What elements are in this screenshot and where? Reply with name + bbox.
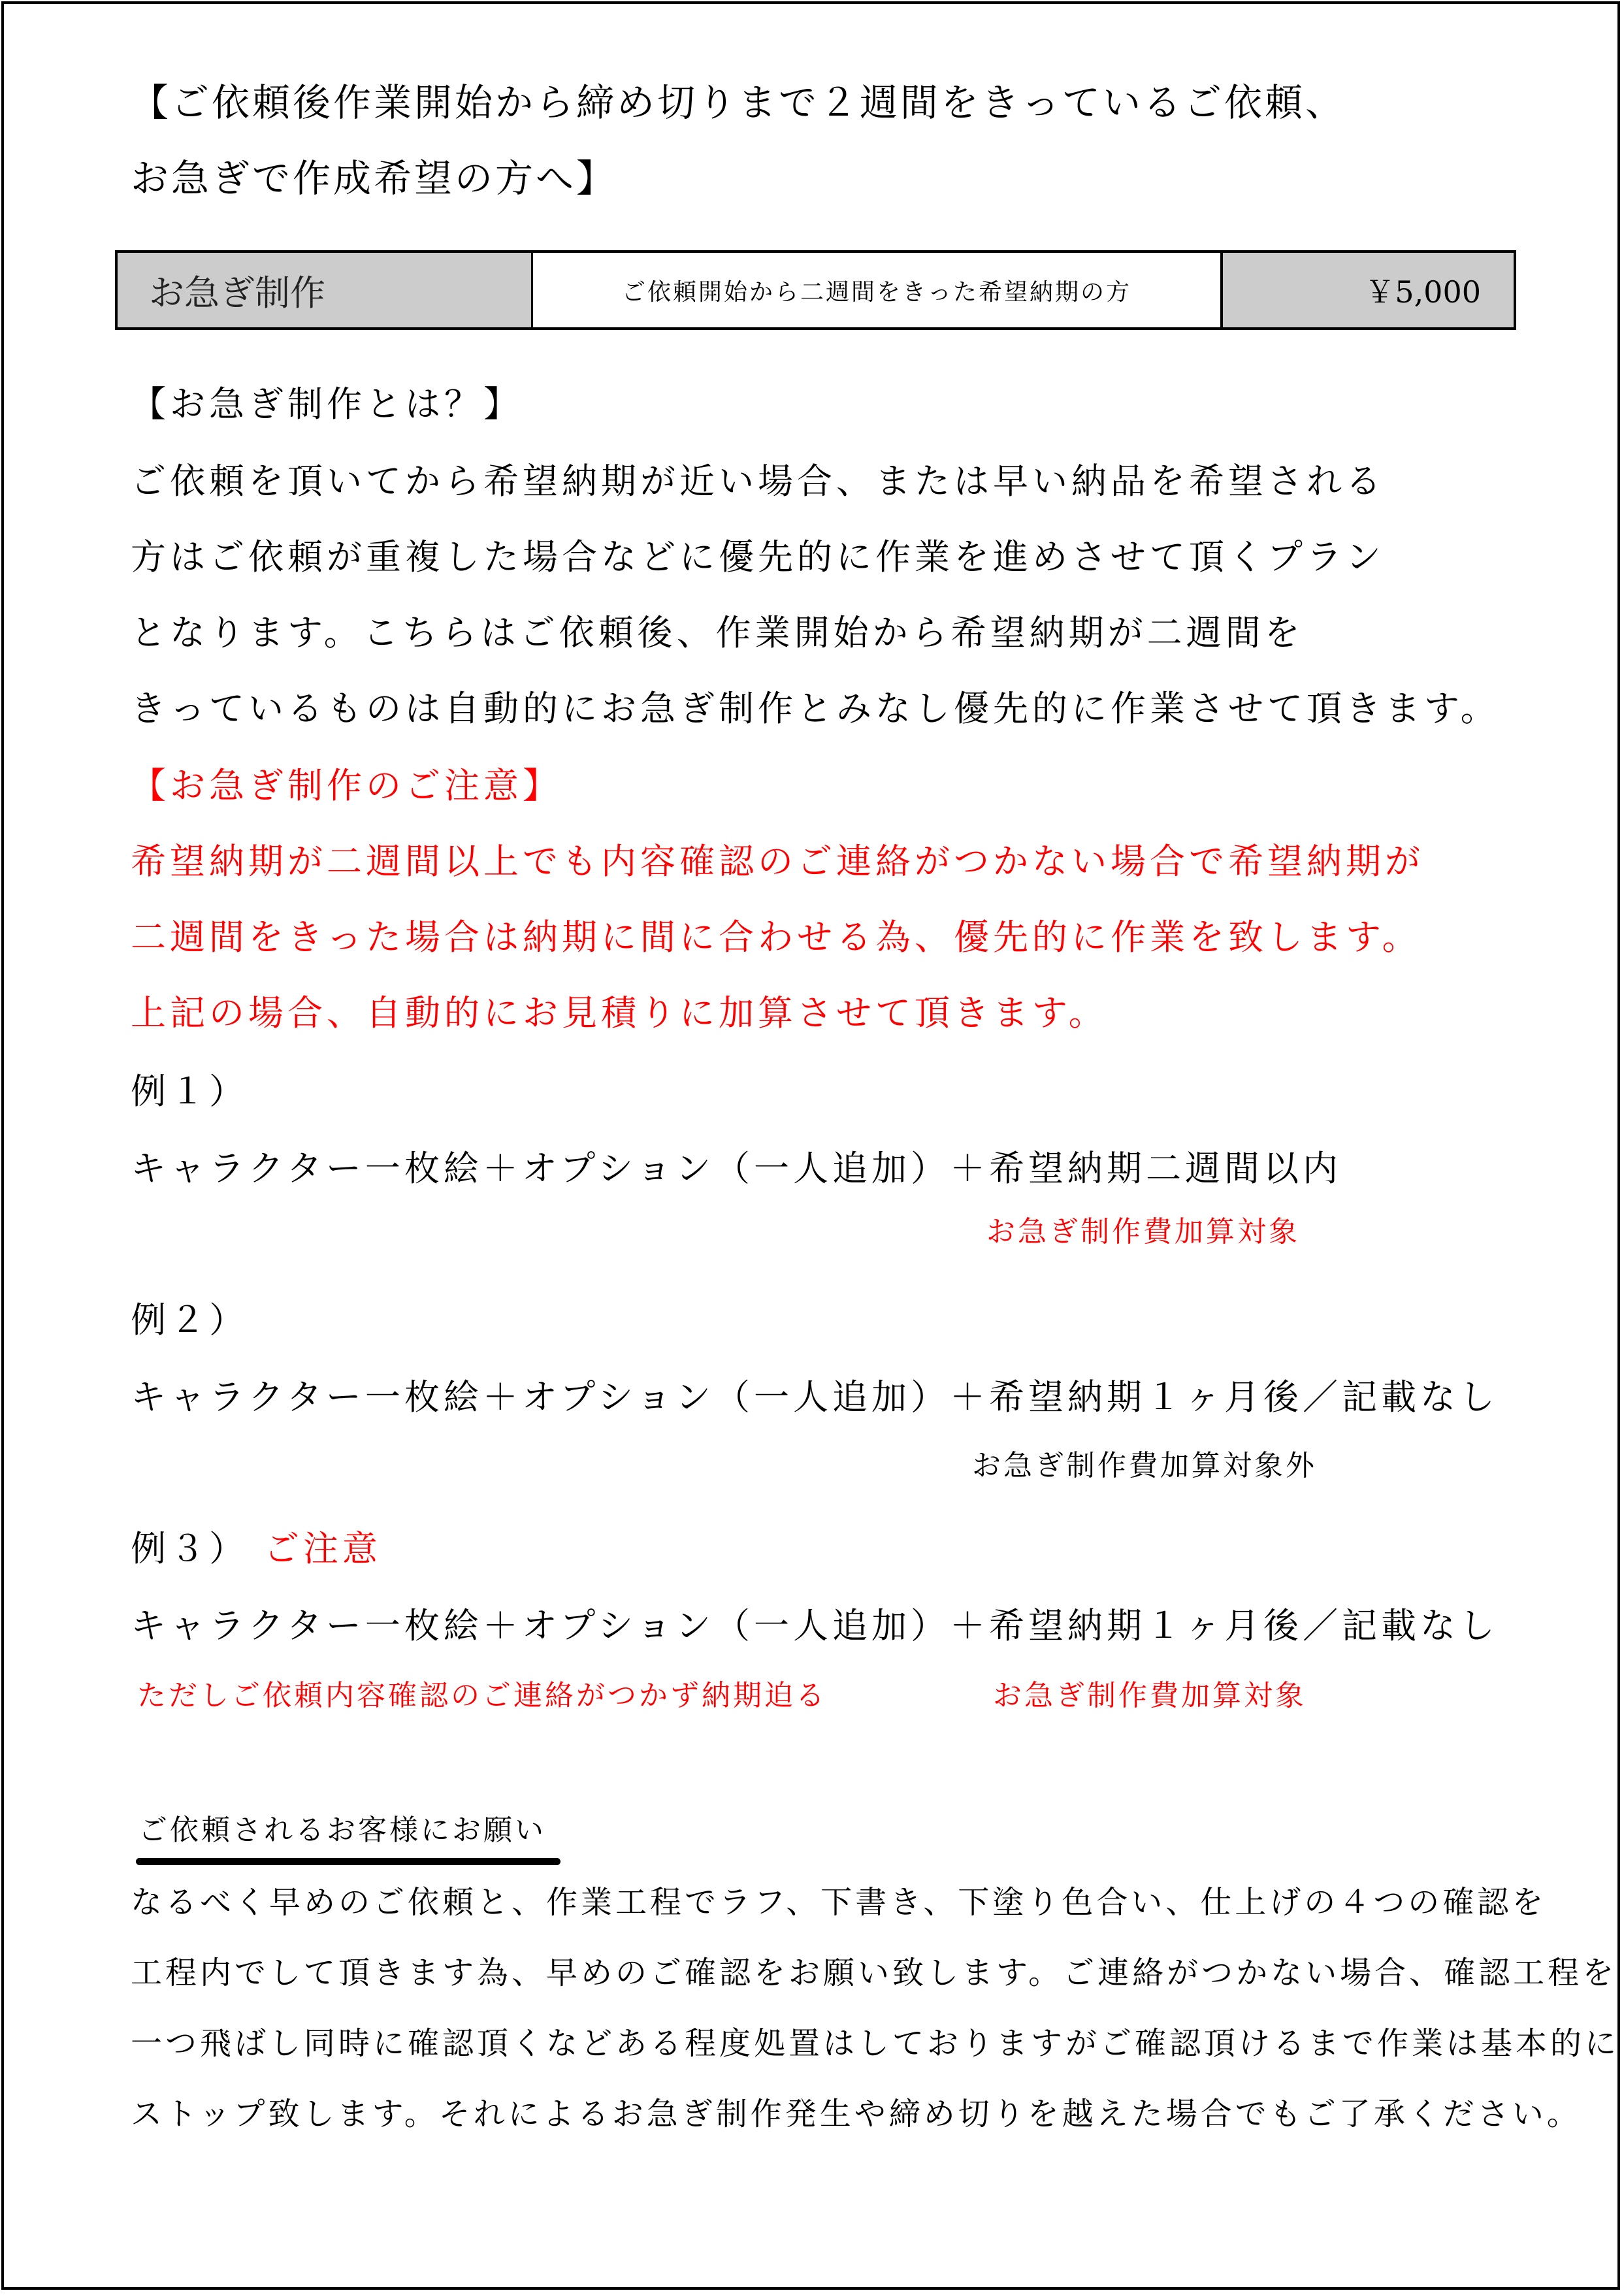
plan-price-cell <box>1223 253 1514 327</box>
plan-name: お急ぎ制作 <box>149 272 325 314</box>
example-2-result: お急ぎ制作費加算対象外 <box>972 1449 1317 1482</box>
request-line-4: ストップ致します。それによるお急ぎ制作発生や締め切りを越えた場合でもご了承ください。 <box>131 2096 1582 2132</box>
plan-price: ￥5,000 <box>1365 274 1481 310</box>
price-table <box>115 250 1516 330</box>
request-heading-underline <box>136 1858 560 1865</box>
example-3-caution-note: ご注意 <box>264 1528 382 1569</box>
example-1-result: お急ぎ制作費加算対象 <box>986 1215 1300 1248</box>
plan-description: ご依頼開始から二週間をきった希望納期の方 <box>621 278 1131 306</box>
example-3-result: お急ぎ制作費加算対象 <box>993 1679 1307 1712</box>
caution-line-2: 二週間をきった場合は納期に間に合わせる為、優先的に作業を致します。 <box>131 917 1421 958</box>
request-line-3: 一つ飛ばし同時に確認頂くなどある程度処置はしておりますがご確認頂けるまで作業は基本的に <box>131 2025 1620 2062</box>
about-line-1: ご依頼を頂いてから希望納期が近い場合、または早い納品を希望される <box>131 461 1385 502</box>
example-3-label <box>131 1528 382 1569</box>
example-2-formula: キャラクター一枚絵＋オプション（一人追加）＋希望納期１ヶ月後／記載なし <box>131 1376 1499 1418</box>
about-line-2: 方はご依頼が重複した場合などに優先的に作業を進めさせて頂くプラン <box>131 536 1385 578</box>
header-title-line-1: 【ご依頼後作業開始から締め切りまで２週間をきっているご依頼、 <box>131 80 1346 125</box>
about-heading: 【お急ぎ制作とは？】 <box>131 383 523 425</box>
example-2-label: 例２） <box>131 1299 248 1341</box>
request-line-1: なるべく早めのご依頼と、作業工程でラフ、下書き、下塗り色合い、仕上げの４つの確認を <box>131 1884 1547 1921</box>
plan-name-cell <box>118 253 533 327</box>
request-heading: ご依頼されるお客様にお願い <box>138 1814 546 1847</box>
example-1-label: 例１） <box>131 1071 248 1112</box>
example-3-label-text: 例３） <box>131 1528 248 1569</box>
document-frame <box>1 1 1620 2290</box>
about-line-4: きっているものは自動的にお急ぎ制作とみなし優先的に作業させて頂きます。 <box>131 688 1500 729</box>
about-line-3: となります。こちらはご依頼後、作業開始から希望納期が二週間を <box>131 612 1304 653</box>
example-1-formula: キャラクター一枚絵＋オプション（一人追加）＋希望納期二週間以内 <box>131 1148 1342 1189</box>
plan-description-cell <box>533 253 1223 327</box>
request-line-2: 工程内でして頂きます為、早めのご確認をお願い致します。ご連絡がつかない場合、確認工程を <box>131 1955 1617 1991</box>
caution-line-3: 上記の場合、自動的にお見積りに加算させて頂きます。 <box>131 992 1108 1034</box>
header-title-line-2: お急ぎで作成希望の方へ】 <box>131 156 617 201</box>
example-3-formula: キャラクター一枚絵＋オプション（一人追加）＋希望納期１ヶ月後／記載なし <box>131 1605 1499 1646</box>
caution-heading: 【お急ぎ制作のご注意】 <box>131 765 562 806</box>
example-3-condition: ただしご依頼内容確認のご連絡がつかず納期迫る <box>137 1679 827 1712</box>
caution-line-1: 希望納期が二週間以上でも内容確認のご連絡がつかない場合で希望納期が <box>131 841 1424 882</box>
